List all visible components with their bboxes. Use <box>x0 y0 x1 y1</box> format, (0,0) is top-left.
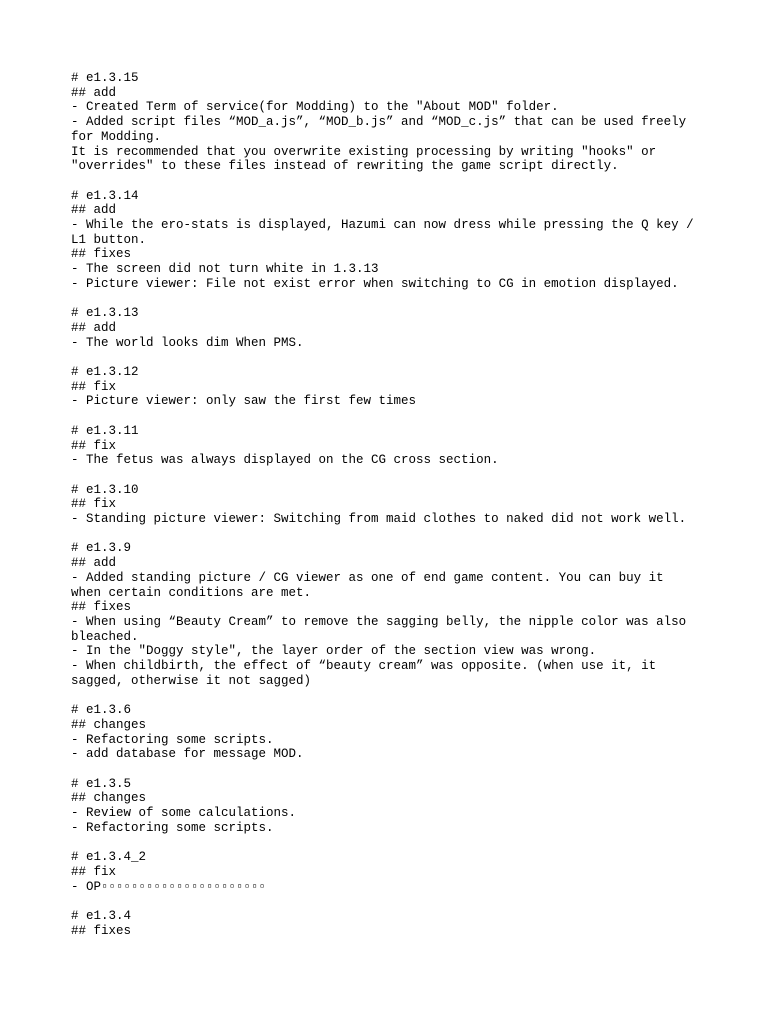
changelog-entry: - In the "Doggy style", the layer order of the section view was wrong. <box>71 644 597 659</box>
subheading: ## fixes <box>71 600 132 615</box>
changelog-entry: - Created Term of service(for Modding) to the "About MOD" folder. <box>71 100 559 115</box>
subheading: ## fix <box>71 497 117 512</box>
changelog-section-e1-3-5 <box>71 777 711 836</box>
changelog-document <box>71 71 711 953</box>
changelog-entry: - Standing picture viewer: Switching from maid clothes to naked did not work well. <box>71 512 687 527</box>
changelog-entry: - add database for message MOD. <box>71 747 304 762</box>
changelog-section-e1-3-11 <box>71 424 711 468</box>
changelog-section-e1-3-4-2 <box>71 850 711 894</box>
changelog-section-e1-3-9 <box>71 541 711 688</box>
version-heading: # e1.3.6 <box>71 703 132 718</box>
version-heading: # e1.3.4 <box>71 908 132 923</box>
version-heading: # e1.3.13 <box>71 306 139 321</box>
changelog-entry: - While the ero-stats is displayed, Hazumi can now dress while pressing the Q key / L1 button. <box>71 218 694 247</box>
changelog-entry: - Refactoring some scripts. <box>71 820 274 835</box>
changelog-entry: - When childbirth, the effect of “beauty cream” was opposite. (when use it, it sagged, otherwise it not sagged) <box>71 659 657 688</box>
version-heading: # e1.3.10 <box>71 482 139 497</box>
subheading: ## add <box>71 203 117 218</box>
subheading: ## add <box>71 320 117 335</box>
changelog-entry: - The screen did not turn white in 1.3.13 <box>71 262 379 277</box>
subheading: ## fix <box>71 379 117 394</box>
version-heading: # e1.3.9 <box>71 541 132 556</box>
changelog-section-e1-3-14 <box>71 189 711 292</box>
changelog-entry: - Refactoring some scripts. <box>71 732 274 747</box>
version-heading: # e1.3.12 <box>71 365 139 380</box>
changelog-entry: - When using “Beauty Cream” to remove the sagging belly, the nipple color was also bleached. <box>71 614 687 644</box>
subheading: ## add <box>71 556 117 571</box>
version-heading: # e1.3.11 <box>71 423 139 438</box>
changelog-section-e1-3-4 <box>71 909 711 938</box>
subheading: ## fix <box>71 438 117 453</box>
subheading: ## changes <box>71 791 147 806</box>
version-heading: # e1.3.5 <box>71 776 132 791</box>
version-heading: # e1.3.14 <box>71 188 139 203</box>
changelog-entry: - The fetus was always displayed on the CG cross section. <box>71 453 499 468</box>
changelog-entry: - Picture viewer: File not exist error when switching to CG in emotion displayed. <box>71 276 679 291</box>
changelog-section-e1-3-6 <box>71 703 711 762</box>
subheading: ## fixes <box>71 923 132 938</box>
changelog-section-e1-3-15 <box>71 71 711 174</box>
changelog-section-e1-3-12 <box>71 365 711 409</box>
changelog-note: It is recommended that you overwrite existing processing by writing "hooks" or "overrides" to these files instead of rewriting the game script directly. <box>71 144 657 174</box>
version-heading: # e1.3.15 <box>71 71 139 85</box>
changelog-section-e1-3-10 <box>71 483 711 527</box>
subheading: ## add <box>71 85 117 100</box>
changelog-entry: - Added script files “MOD_a.js”, “MOD_b.js” and “MOD_c.js” that can be used freely for Modding. <box>71 115 687 144</box>
changelog-entry: - The world looks dim When PMS. <box>71 335 304 350</box>
subheading: ## fixes <box>71 247 132 262</box>
changelog-section-e1-3-13 <box>71 306 711 350</box>
subheading: ## changes <box>71 717 147 732</box>
changelog-entry: - Picture viewer: only saw the first few times <box>71 394 417 409</box>
changelog-entry: - Added standing picture / CG viewer as one of end game content. You can buy it when certain conditions are met. <box>71 570 664 600</box>
changelog-entry: - OP▫▫▫▫▫▫▫▫▫▫▫▫▫▫▫▫▫▫▫▫▫▫ <box>71 879 267 894</box>
version-heading: # e1.3.4_2 <box>71 850 147 865</box>
changelog-entry: - Review of some calculations. <box>71 806 297 821</box>
subheading: ## fix <box>71 864 117 879</box>
